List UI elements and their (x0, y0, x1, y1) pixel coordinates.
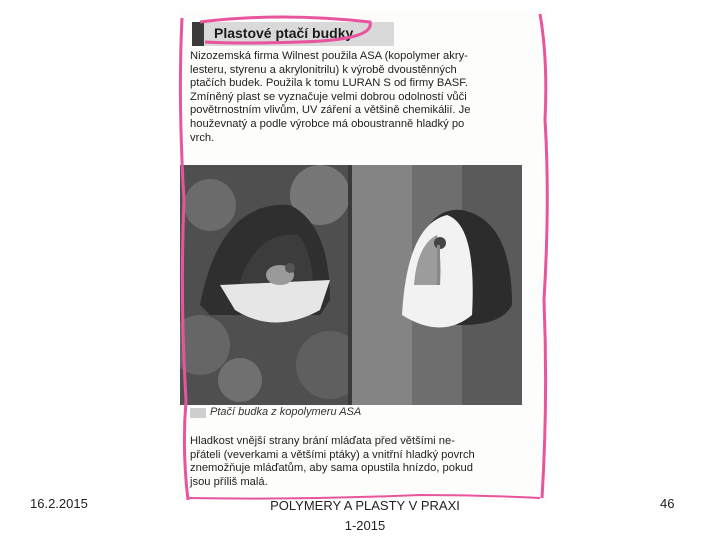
text-line: lesteru, styrenu a akrylonitrilu) k výrobě dvoustěnných (190, 63, 457, 76)
text-line: ptačích budek. Použila k tomu LURAN S od firmy BASF. (190, 77, 468, 90)
text-line: vrch. (190, 131, 215, 144)
birdhouse-photo-right (352, 165, 522, 405)
section-heading (192, 22, 394, 46)
birdhouse-left-image (180, 165, 348, 405)
scanned-page (178, 10, 548, 500)
text-line: znemožňuje mláďatům, aby sama opustila hnízdo, pokud (190, 462, 473, 475)
birdhouse-photo-left (180, 165, 348, 405)
photo-caption: Ptačí budka z kopolymeru ASA (210, 406, 362, 418)
text-line: povětrnostním vlivům, UV záření a většině chemikálií. Je (190, 104, 471, 117)
closing-paragraph (190, 435, 520, 489)
text-line: jsou příliš malá. (190, 475, 268, 488)
page-number: 46 (660, 496, 675, 511)
footer-title-line: POLYMERY A PLASTY V PRAXI (270, 498, 460, 513)
caption-marker (190, 408, 206, 418)
intro-paragraph (190, 50, 520, 145)
footer-date: 16.2.2015 (30, 496, 88, 511)
text-line: Zmíněný plast se vyznačuje velmi dobrou odolností vůči (190, 90, 467, 103)
birdhouse-right-image (352, 165, 522, 405)
text-line: přáteli (veverkami a většími ptáky) a vnitřní hladký povrch (190, 448, 475, 461)
text-line: Nizozemská firma Wilnest použila ASA (kopolymer akry- (190, 50, 468, 62)
heading-text: Plastové ptačí budky (214, 25, 354, 41)
footer-title (250, 496, 480, 536)
text-line: houževnatý a podle výrobce má oboustranně hladký po (190, 117, 465, 130)
footer-title-line: 1-2015 (344, 518, 386, 533)
birdhouse-photos (180, 165, 522, 405)
text-line: Hladkost vnější strany brání mláďata před většími ne- (190, 435, 455, 447)
